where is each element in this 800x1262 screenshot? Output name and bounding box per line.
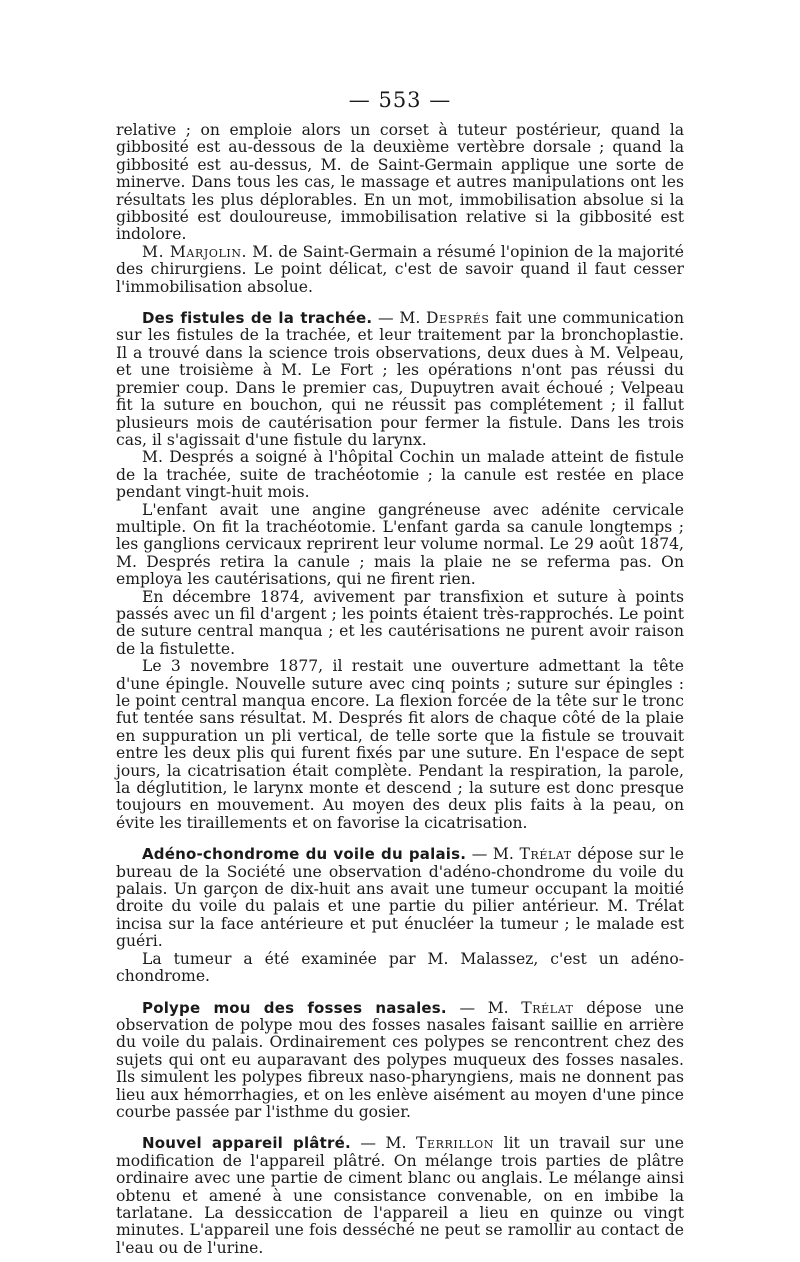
speaker-name: Després — [426, 309, 490, 328]
paragraph-2 — [116, 244, 684, 296]
section-adeno-chondrome — [116, 846, 684, 950]
speaker-name: Terrillon — [416, 1134, 495, 1153]
heading-dash: — M. — [446, 998, 522, 1017]
paragraph-text: lit un travail sur une modification de l'appareil plâtré. On mélange trois parties de plâtre ordinaire avec une partie de ciment blanc ou anglais. Le mélange ainsi obtenu et amené à une consistance convenable, on en imbibe la tarlatane. La dessiccation de l'appareil a lieu en quinze ou vingt minutes. L'appareil une fois desséché ne peut se ramollir au contact de l'eau ou de l'urine. — [116, 1134, 684, 1257]
section-gap — [116, 296, 684, 310]
section-heading: Des fistules de la trachée. — [142, 309, 373, 328]
paragraph-text: relative ; on emploie alors un corset à tuteur postérieur, quand la gibbosité est au-dessous de la deuxième vertèbre dorsale ; quand la gibbosité est au-dessus, M. de Saint-Germain applique une sorte de minerve. Dans tous les cas, le massage et autres manipulations ont les résultats les plus déplorables. En un mot, immobilisation absolue si la gibbosité est douloureuse, immobilisation relative si la gibbosité est indolore. — [116, 121, 684, 244]
paragraph-6 — [116, 589, 684, 659]
section-gap — [116, 1121, 684, 1135]
paragraph-text: M. Després a soigné à l'hôpital Cochin un malade atteint de fistule de la trachée, suite de trachéotomie ; la canule est restée en place pendant vingt-huit mois. — [116, 448, 684, 502]
paragraph-text: dépose sur le bureau de la Société une observation d'adéno-chondrome du voile du palais. Un garçon de dix-huit ans avait une tumeur occupant la moitié droite du voile du palais et une partie du pilier antérieur. M. Trélat incisa sur la face antérieure et put énucléer la tumeur ; le malade est guéri. — [116, 845, 684, 951]
paragraph-4 — [116, 449, 684, 501]
page-number: — 553 — — [348, 88, 452, 112]
speaker-name: Trélat — [519, 845, 572, 864]
section-fistules — [116, 310, 684, 449]
paragraph-1 — [116, 122, 684, 244]
paragraph-text: En décembre 1874, avivement par transfixion et suture à points passés avec un fil d'argent ; les points étaient très-rapprochés. Le point de suture central manqua ; et les cautérisations ne purent avoir raison de la fistulette. — [116, 587, 684, 658]
paragraph-text: La tumeur a été examinée par M. Malassez, c'est un adéno-chondrome. — [116, 949, 684, 986]
section-polype — [116, 1000, 684, 1122]
speaker-name: Trélat — [521, 998, 574, 1017]
paragraph-text: L'enfant avait une angine gangréneuse avec adénite cervicale multiple. On fit la trachéotomie. L'enfant garda sa canule longtemps ; les ganglions cervicaux reprirent leur volume normal. Le 29 août 1874, M. Després retira la canule ; mais la plaie ne se referma pas. On employa les cautérisations, qui ne firent rien. — [116, 500, 684, 589]
section-gap — [116, 832, 684, 846]
paragraph-9 — [116, 951, 684, 986]
section-heading: Adéno-chondrome du voile du palais. — [142, 845, 467, 864]
heading-dash: — M. — [350, 1134, 417, 1153]
paragraph-text: M. de Saint-Germain a résumé l'opinion de la majorité des chirurgiens. Le point délicat, c'est de savoir quand il faut cesser l'immobilisation absolue. — [116, 242, 685, 296]
paragraph-5 — [116, 502, 684, 589]
section-appareil-platre — [116, 1135, 684, 1257]
speaker-name: M. Marjolin. — [142, 242, 248, 261]
section-heading: Polype mou des fosses nasales. — [142, 998, 447, 1017]
document-page — [116, 88, 684, 1257]
heading-dash: — M. — [466, 845, 520, 864]
section-heading: Nouvel appareil plâtré. — [142, 1134, 351, 1153]
paragraph-text: dépose une observation de polype mou des fosses nasales faisant saillie en arrière du voile du palais. Ordinairement ces polypes se rencontrent chez des sujets qui ont eu auparavant des polypes muqueux des fosses nasales. Ils simulent les polypes fibreux naso-pharyngiens, mais ne donnent pas lieu aux hémorrhagies, et on les enlève aisément au moyen d'une pince courbe passée par l'isthme du gosier. — [116, 998, 684, 1121]
paragraph-7 — [116, 658, 684, 832]
paragraph-text: fait une communication sur les fistules de la trachée, et leur traitement par la bronchoplastie. Il a trouvé dans la science trois observations, deux dues à M. Velpeau, et une troisième à M. Le Fort ; les opérations n'ont pas réussi du premier coup. Dans le premier cas, Dupuytren avait échoué ; Velpeau fit la suture en bouchon, qui ne réussit pas complétement ; il fallut plusieurs mois de cautérisation pour fermer la fistule. Dans les trois cas, il s'agissait d'une fistule du larynx. — [116, 309, 684, 449]
section-gap — [116, 986, 684, 1000]
heading-dash: — M. — [372, 309, 427, 328]
paragraph-text: Le 3 novembre 1877, il restait une ouverture admettant la tête d'une épingle. Nouvelle suture avec cinq points ; suture sur épingles : le point central manqua encore. La flexion forcée de la tête sur le tronc fut tentée sans résultat. M. Després fit alors de chaque côté de la plaie en suppuration un pli vertical, de telle sorte que la fistule se trouvait entre les deux plis qui furent fixés par une suture. En l'espace de sept jours, la cicatrisation était complète. Pendant la respiration, la parole, la déglutition, le larynx monte et descend ; la suture est donc presque toujours en mouvement. Au moyen des deux plis faits à la peau, on évite les tiraillements et on favorise la cicatrisation. — [116, 657, 684, 832]
